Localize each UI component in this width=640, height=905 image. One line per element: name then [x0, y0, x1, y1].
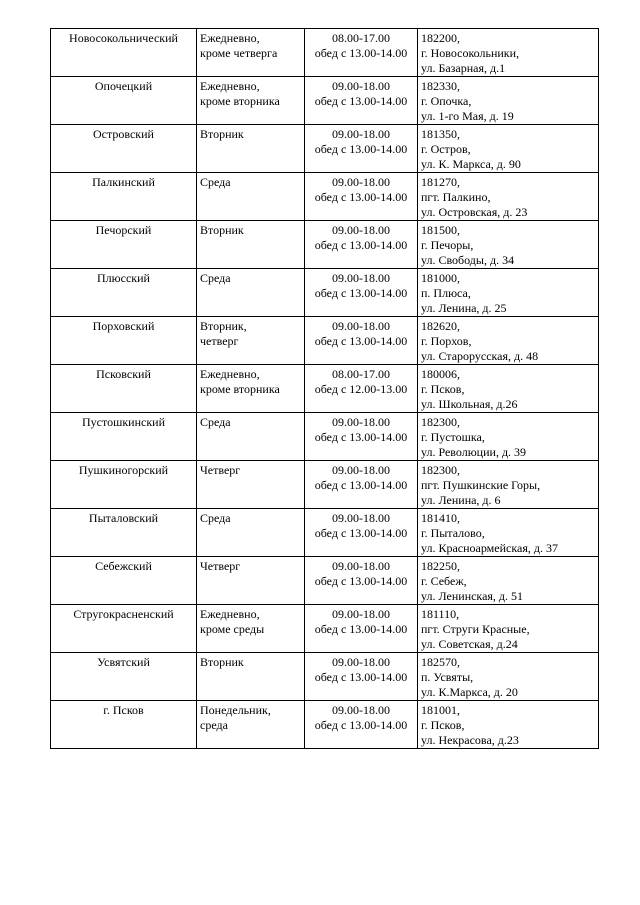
days-line: кроме четверга — [200, 46, 278, 60]
days-line: четверг — [200, 334, 239, 348]
address-line: 182300, — [421, 463, 460, 477]
address-line: 182250, — [421, 559, 460, 573]
address-line: ул. Революции, д. 39 — [421, 445, 527, 459]
days-line: Вторник, — [200, 319, 247, 333]
address-line: г. Печоры, — [421, 238, 474, 252]
address-cell — [418, 365, 599, 413]
table-row — [51, 221, 599, 269]
address-cell — [418, 221, 599, 269]
hours-line: обед с 13.00-14.00 — [314, 622, 408, 636]
address-cell — [418, 653, 599, 701]
hours-cell — [305, 605, 418, 653]
address-line: ул. Свободы, д. 34 — [421, 253, 515, 267]
days-line: Среда — [200, 415, 231, 429]
hours-line: обед с 13.00-14.00 — [314, 142, 408, 156]
address-line: ул. Советская, д.24 — [421, 637, 518, 651]
hours-line: 09.00-18.00 — [332, 655, 390, 669]
address-cell — [418, 605, 599, 653]
address-line: ул. Ленинская, д. 51 — [421, 589, 524, 603]
hours-cell — [305, 269, 418, 317]
hours-line: обед с 13.00-14.00 — [314, 670, 408, 684]
table-row — [51, 269, 599, 317]
days-line: Вторник — [200, 655, 244, 669]
days-cell — [197, 29, 305, 77]
days-cell — [197, 701, 305, 749]
hours-line: 09.00-18.00 — [332, 511, 390, 525]
hours-line: обед с 13.00-14.00 — [314, 430, 408, 444]
days-line: Понедельник, — [200, 703, 271, 717]
address-line: 181350, — [421, 127, 460, 141]
address-line: 180006, — [421, 367, 460, 381]
district-name: Печорский — [95, 223, 152, 237]
hours-cell — [305, 509, 418, 557]
district-cell — [51, 29, 197, 77]
hours-line: 09.00-18.00 — [332, 319, 390, 333]
hours-line: обед с 13.00-14.00 — [314, 190, 408, 204]
district-name: Опочецкий — [94, 79, 153, 93]
district-cell — [51, 653, 197, 701]
address-line: ул. К.Маркса, д. 20 — [421, 685, 518, 699]
table-row — [51, 29, 599, 77]
address-line: 181001, — [421, 703, 460, 717]
hours-line: обед с 13.00-14.00 — [314, 574, 408, 588]
hours-line: 09.00-18.00 — [332, 463, 390, 477]
district-cell — [51, 413, 197, 461]
hours-line: 09.00-18.00 — [332, 223, 390, 237]
hours-cell — [305, 173, 418, 221]
district-cell — [51, 221, 197, 269]
table-row — [51, 509, 599, 557]
days-cell — [197, 173, 305, 221]
hours-line: обед с 13.00-14.00 — [314, 526, 408, 540]
district-cell — [51, 701, 197, 749]
days-line: Ежедневно, — [200, 31, 260, 45]
hours-cell — [305, 77, 418, 125]
district-cell — [51, 557, 197, 605]
district-name: Порховский — [92, 319, 155, 333]
table-row — [51, 317, 599, 365]
table-row — [51, 605, 599, 653]
address-cell — [418, 269, 599, 317]
address-line: пгт. Пушкинские Горы, — [421, 478, 541, 492]
district-cell — [51, 77, 197, 125]
hours-line: 08.00-17.00 — [332, 367, 390, 381]
district-name: Пушкиногорский — [78, 463, 169, 477]
address-cell — [418, 125, 599, 173]
address-cell — [418, 413, 599, 461]
table-row — [51, 173, 599, 221]
hours-cell — [305, 653, 418, 701]
address-line: п. Усвяты, — [421, 670, 474, 684]
address-line: ул. К. Маркса, д. 90 — [421, 157, 521, 171]
days-line: Ежедневно, — [200, 367, 260, 381]
address-line: г. Пустошка, — [421, 430, 485, 444]
address-line: г. Остров, — [421, 142, 471, 156]
address-cell — [418, 173, 599, 221]
days-line: Среда — [200, 511, 231, 525]
address-line: 181000, — [421, 271, 460, 285]
hours-cell — [305, 125, 418, 173]
table-row — [51, 365, 599, 413]
hours-line: обед с 13.00-14.00 — [314, 718, 408, 732]
address-line: г. Псков, — [421, 382, 465, 396]
hours-line: 09.00-18.00 — [332, 271, 390, 285]
address-cell — [418, 701, 599, 749]
table-row — [51, 461, 599, 509]
address-line: г. Порхов, — [421, 334, 472, 348]
address-line: 181270, — [421, 175, 460, 189]
address-line: ул. Школьная, д.26 — [421, 397, 518, 411]
district-cell — [51, 365, 197, 413]
days-line: среда — [200, 718, 228, 732]
district-name: Себежский — [95, 559, 152, 573]
address-line: г. Пыталово, — [421, 526, 485, 540]
hours-line: обед с 13.00-14.00 — [314, 46, 408, 60]
district-cell — [51, 269, 197, 317]
address-line: 182330, — [421, 79, 460, 93]
address-cell — [418, 461, 599, 509]
hours-cell — [305, 701, 418, 749]
address-line: 182620, — [421, 319, 460, 333]
days-cell — [197, 269, 305, 317]
hours-cell — [305, 557, 418, 605]
address-line: 181500, — [421, 223, 460, 237]
address-cell — [418, 509, 599, 557]
district-name: Пустошкинский — [82, 415, 165, 429]
days-line: кроме среды — [200, 622, 265, 636]
address-line: 181410, — [421, 511, 460, 525]
days-line: Четверг — [200, 559, 241, 573]
address-line: 182570, — [421, 655, 460, 669]
district-name: Стругокрасненский — [73, 607, 174, 621]
hours-line: 09.00-18.00 — [332, 559, 390, 573]
hours-line: 09.00-18.00 — [332, 703, 390, 717]
address-line: ул. Некрасова, д.23 — [421, 733, 519, 747]
hours-line: 09.00-18.00 — [332, 175, 390, 189]
table-row — [51, 125, 599, 173]
days-cell — [197, 509, 305, 557]
days-line: Среда — [200, 271, 231, 285]
hours-line: 08.00-17.00 — [332, 31, 390, 45]
table-row — [51, 653, 599, 701]
days-line: Вторник — [200, 127, 244, 141]
address-line: ул. Красноармейская, д. 37 — [421, 541, 558, 555]
days-cell — [197, 605, 305, 653]
hours-line: обед с 13.00-14.00 — [314, 478, 408, 492]
days-cell — [197, 77, 305, 125]
table-row — [51, 413, 599, 461]
days-line: Ежедневно, — [200, 607, 260, 621]
address-cell — [418, 77, 599, 125]
offices-table-body — [51, 29, 599, 749]
district-cell — [51, 509, 197, 557]
days-cell — [197, 365, 305, 413]
hours-cell — [305, 461, 418, 509]
address-line: ул. Ленина, д. 6 — [421, 493, 501, 507]
hours-line: 09.00-18.00 — [332, 127, 390, 141]
district-name: Пыталовский — [88, 511, 159, 525]
days-line: Четверг — [200, 463, 241, 477]
hours-line: обед с 13.00-14.00 — [314, 286, 408, 300]
days-cell — [197, 461, 305, 509]
district-name: Плюсский — [97, 271, 150, 285]
table-row — [51, 701, 599, 749]
offices-table — [50, 28, 599, 749]
hours-line: обед с 12.00-13.00 — [314, 382, 408, 396]
table-row — [51, 77, 599, 125]
days-cell — [197, 557, 305, 605]
days-cell — [197, 221, 305, 269]
district-cell — [51, 605, 197, 653]
hours-line: 09.00-18.00 — [332, 415, 390, 429]
hours-cell — [305, 413, 418, 461]
days-cell — [197, 125, 305, 173]
address-line: 182300, — [421, 415, 460, 429]
district-name: Палкинский — [92, 175, 155, 189]
district-cell — [51, 125, 197, 173]
hours-line: обед с 13.00-14.00 — [314, 238, 408, 252]
table-row — [51, 557, 599, 605]
address-line: 181110, — [421, 607, 460, 621]
address-line: пгт. Струги Красные, — [421, 622, 530, 636]
district-name: Псковский — [96, 367, 151, 381]
days-cell — [197, 413, 305, 461]
days-line: Вторник — [200, 223, 244, 237]
address-line: пгт. Палкино, — [421, 190, 491, 204]
address-cell — [418, 29, 599, 77]
address-line: г. Псков, — [421, 718, 465, 732]
hours-line: обед с 13.00-14.00 — [314, 334, 408, 348]
address-line: г. Опочка, — [421, 94, 472, 108]
district-cell — [51, 317, 197, 365]
address-line: п. Плюса, — [421, 286, 471, 300]
days-line: кроме вторника — [200, 94, 280, 108]
district-name: Усвятский — [97, 655, 150, 669]
address-line: ул. Старорусская, д. 48 — [421, 349, 539, 363]
address-line: г. Себеж, — [421, 574, 467, 588]
address-line: г. Новосокольники, — [421, 46, 520, 60]
days-cell — [197, 317, 305, 365]
address-line: 182200, — [421, 31, 460, 45]
address-cell — [418, 317, 599, 365]
hours-line: 09.00-18.00 — [332, 607, 390, 621]
hours-cell — [305, 29, 418, 77]
days-line: Среда — [200, 175, 231, 189]
address-line: ул. 1-го Мая, д. 19 — [421, 109, 514, 123]
district-name: Новосокольнический — [69, 31, 178, 45]
hours-line: обед с 13.00-14.00 — [314, 94, 408, 108]
hours-cell — [305, 365, 418, 413]
address-line: ул. Базарная, д.1 — [421, 61, 506, 75]
days-line: кроме вторника — [200, 382, 280, 396]
address-cell — [418, 557, 599, 605]
hours-cell — [305, 317, 418, 365]
hours-cell — [305, 221, 418, 269]
district-cell — [51, 173, 197, 221]
district-name: г. Псков — [103, 703, 144, 717]
days-line: Ежедневно, — [200, 79, 260, 93]
address-line: ул. Островская, д. 23 — [421, 205, 528, 219]
address-line: ул. Ленина, д. 25 — [421, 301, 507, 315]
hours-line: 09.00-18.00 — [332, 79, 390, 93]
days-cell — [197, 653, 305, 701]
district-cell — [51, 461, 197, 509]
district-name: Островский — [93, 127, 154, 141]
